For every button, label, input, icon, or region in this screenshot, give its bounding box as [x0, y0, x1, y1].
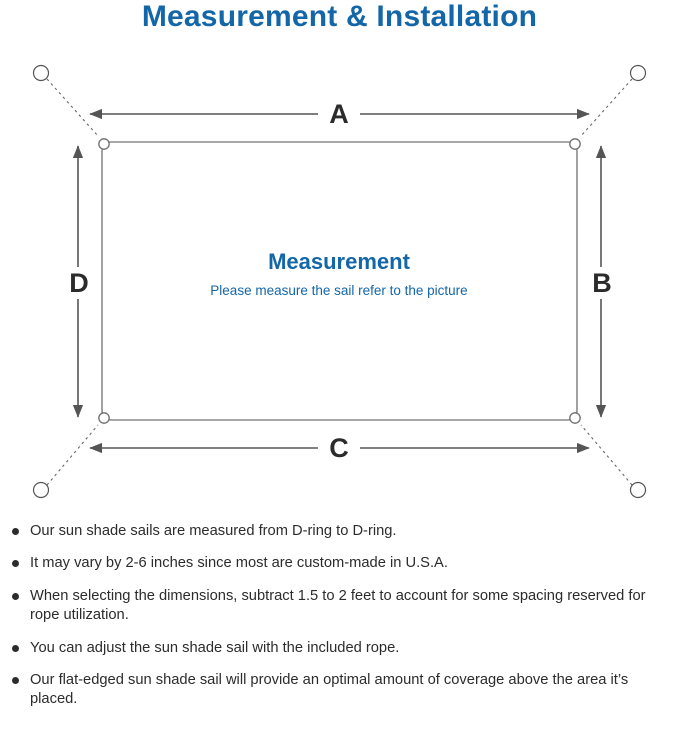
d-ring-top-right — [570, 139, 580, 149]
sail-center-subtitle: Please measure the sail refer to the picture — [210, 283, 468, 298]
sail-shape — [102, 142, 577, 420]
anchor-point-bottom-right — [631, 483, 646, 498]
bullet-icon — [12, 645, 19, 652]
note-text: You can adjust the sun shade sail with the included rope. — [30, 639, 400, 656]
anchor-point-top-right — [631, 66, 646, 81]
sail-center-title: Measurement — [268, 249, 410, 274]
list-item — [0, 587, 679, 626]
anchor-point-bottom-left — [34, 483, 49, 498]
note-text: Our sun shade sails are measured from D-ring to D-ring. — [30, 523, 397, 539]
dimension-label-bottom: C — [329, 433, 349, 463]
d-ring-bottom-right — [570, 413, 580, 423]
note-text: When selecting the dimensions, subtract 1.5 to 2 feet to account for some spacing reserved for rope utilization. — [30, 587, 646, 624]
dimension-label-left: D — [69, 268, 89, 298]
list-item — [0, 639, 679, 658]
note-text: It may vary by 2-6 inches since most are custom-made in U.S.A. — [30, 555, 448, 572]
anchor-point-top-left — [34, 66, 49, 81]
bullet-icon — [12, 560, 19, 567]
note-text: Our flat-edged sun shade sail will provide an optimal amount of coverage above the area it’s placed. — [30, 672, 629, 708]
bullet-icon — [12, 677, 19, 684]
notes-list — [0, 522, 679, 723]
bullet-icon — [12, 528, 19, 535]
list-item — [0, 671, 679, 710]
list-item — [0, 522, 679, 541]
d-ring-top-left — [99, 139, 109, 149]
list-item — [0, 554, 679, 573]
dimension-label-right: B — [592, 268, 612, 298]
bullet-icon — [12, 593, 19, 600]
dimension-label-top: A — [329, 99, 349, 129]
page-title: Measurement & Installation — [141, 0, 538, 33]
d-ring-bottom-left — [99, 413, 109, 423]
measurement-diagram — [0, 42, 679, 512]
